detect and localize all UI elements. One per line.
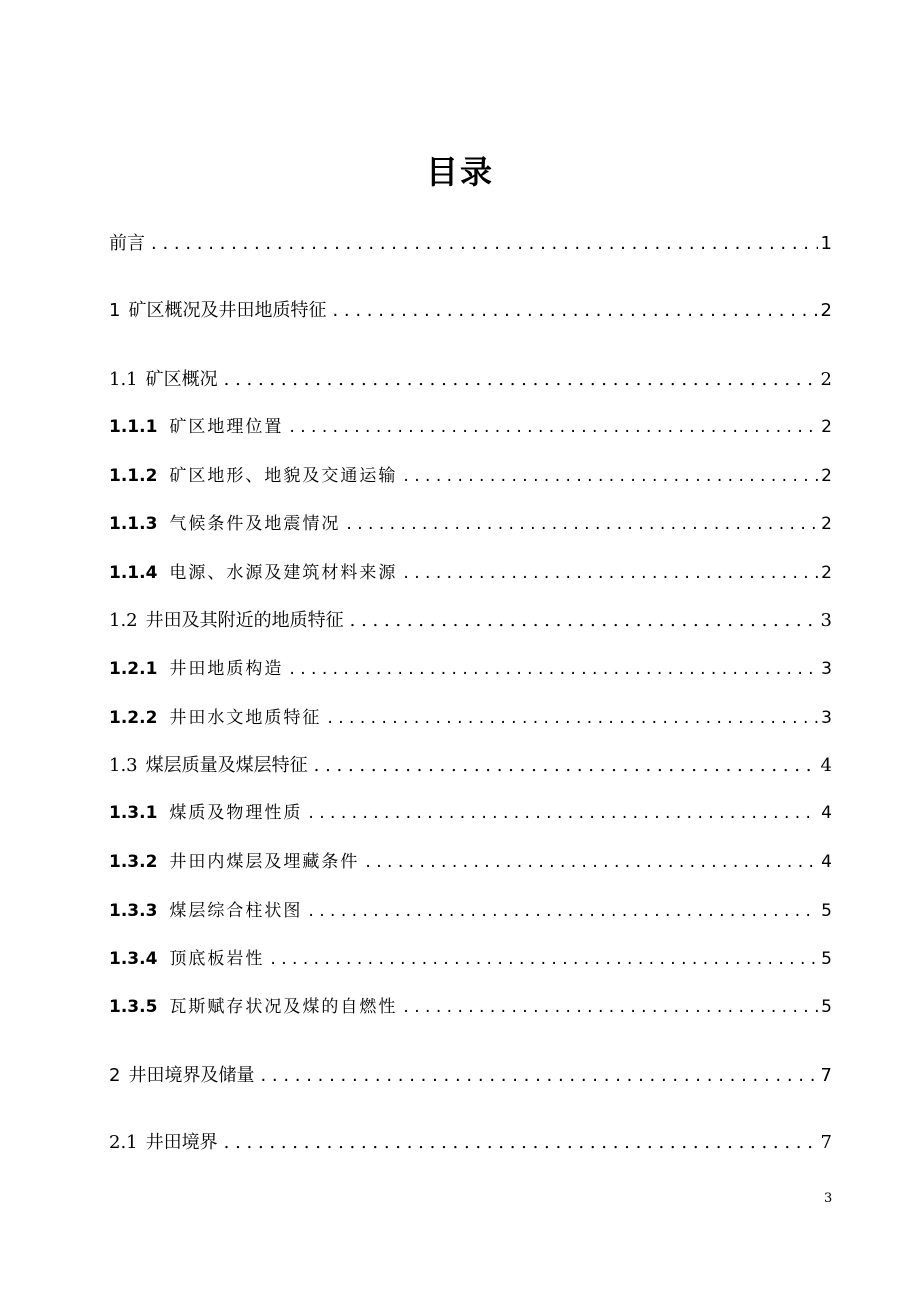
toc-entry[interactable] [109,653,832,681]
toc-entry-text: 瓦斯赋存状况及煤的自燃性 [169,997,398,1017]
toc-entry-text: 井田水文地质特征 [169,708,322,728]
toc-entry[interactable] [109,1060,832,1088]
dot-leader [270,947,818,971]
toc-entry-number: 1.2.1 [109,659,158,679]
toc-entry-number: 1.3.2 [109,852,158,872]
toc-entry-page: 2 [820,369,832,390]
toc-entry-label [109,512,340,536]
toc-entry-text: 矿区地理位置 [169,417,284,437]
toc-entry-page: 5 [821,997,832,1017]
dot-leader [314,754,818,778]
dot-leader [327,706,818,730]
toc-entry-label [109,232,145,256]
toc-entry-number: 1.3.1 [109,803,158,823]
toc-entry[interactable] [109,508,832,536]
toc-entry-number: 1.3.4 [109,949,158,969]
toc-entry-text: 矿区地形、地貌及交通运输 [169,466,398,486]
page-title: 目录 [425,153,494,191]
dot-leader [289,657,818,681]
toc-entry-page: 3 [820,610,832,631]
toc-entry[interactable] [109,295,832,323]
page-number: 3 [824,1191,833,1206]
toc-entry-text: 井田及其附近的地质特征 [145,610,344,631]
toc-entry-label [109,706,321,730]
toc-entry-page: 1 [820,233,832,254]
dot-leader [403,561,818,585]
toc-entry-text: 矿区概况 [145,369,218,390]
dot-leader [289,415,818,439]
toc-entry-page: 3 [821,708,832,728]
toc-entry-number: 1.1 [109,369,138,390]
dot-leader [260,1064,817,1088]
toc-entry-text: 井田地质构造 [169,659,284,679]
toc-entry-label [109,657,283,681]
toc-entry-text: 前言 [109,233,145,254]
toc-entry-number: 1.1.4 [109,563,158,583]
toc-entry-page: 7 [820,1065,832,1086]
toc-entry[interactable] [109,895,832,923]
toc-entry[interactable] [109,702,832,730]
toc-entry-text: 井田内煤层及埋藏条件 [169,852,360,872]
dot-leader [365,850,818,874]
toc-entry-page: 5 [821,901,832,921]
toc-entry-label [109,754,308,778]
toc-entry-label [109,415,283,439]
toc-entry[interactable] [109,228,832,256]
toc-entry-number: 1.1.1 [109,417,158,437]
toc-entry[interactable] [109,846,832,874]
toc-entry-page: 7 [820,1132,832,1153]
toc-entry-page: 4 [820,755,832,776]
toc-entry-page: 5 [821,949,832,969]
toc-entry-number: 1.2 [109,610,138,631]
toc-entry-page: 4 [821,852,832,872]
toc-entry-number: 1.1.3 [109,514,158,534]
toc-entry[interactable] [109,364,832,392]
toc-entry-text: 井田境界及储量 [128,1065,255,1086]
toc-entry-number: 1.1.2 [109,466,158,486]
toc-entry-label [109,299,326,323]
dot-leader [151,232,818,256]
toc-entry-text: 煤层质量及煤层特征 [145,755,308,776]
toc-entry-page: 3 [821,659,832,679]
toc-entry-page: 2 [820,300,832,321]
toc-entry-label [109,464,397,488]
toc-entry-label [109,561,397,585]
toc-entry-label [109,850,359,874]
dot-leader [308,899,818,923]
toc-entry-page: 2 [821,514,832,534]
toc-entry-text: 煤层综合柱状图 [169,901,303,921]
toc-entry[interactable] [109,605,832,633]
toc-entry-label [109,368,218,392]
toc-entry-page: 2 [821,466,832,486]
dot-leader [224,368,818,392]
dot-leader [224,1131,818,1155]
dot-leader [332,299,817,323]
toc-entry-label [109,899,302,923]
toc-entry-number: 1.3 [109,755,138,776]
toc-entry[interactable] [109,1127,832,1155]
toc-entry-number: 2.1 [109,1132,138,1153]
toc-entry-page: 2 [821,417,832,437]
toc-entry-number: 2 [109,1065,121,1086]
toc-entry-text: 井田境界 [145,1132,218,1153]
toc-entry[interactable] [109,411,832,439]
toc-entry-text: 顶底板岩性 [169,949,265,969]
dot-leader [308,801,818,825]
toc-entry-label [109,947,264,971]
toc-entry[interactable] [109,750,832,778]
toc-entry-label [109,801,302,825]
dot-leader [346,512,818,536]
toc-entry-label [109,1064,254,1088]
toc-entry[interactable] [109,460,832,488]
toc-entry-text: 煤质及物理性质 [169,803,303,823]
toc-entry-text: 气候条件及地震情况 [169,514,341,534]
toc-entry[interactable] [109,797,832,825]
dot-leader [350,609,818,633]
dot-leader [403,464,818,488]
toc-entry[interactable] [109,557,832,585]
toc-entry-text: 矿区概况及井田地质特征 [128,300,327,321]
toc-entry-label [109,1131,218,1155]
toc-entry[interactable] [109,991,832,1019]
toc-entry-number: 1.3.5 [109,997,158,1017]
toc-entry[interactable] [109,943,832,971]
toc-entry-page: 2 [821,563,832,583]
dot-leader [403,995,818,1019]
toc-entry-label [109,609,344,633]
toc-entry-number: 1 [109,300,121,321]
toc-entry-number: 1.2.2 [109,708,158,728]
toc-entry-text: 电源、水源及建筑材料来源 [169,563,398,583]
toc-entry-page: 4 [821,803,832,823]
toc-entry-label [109,995,397,1019]
toc-entry-number: 1.3.3 [109,901,158,921]
